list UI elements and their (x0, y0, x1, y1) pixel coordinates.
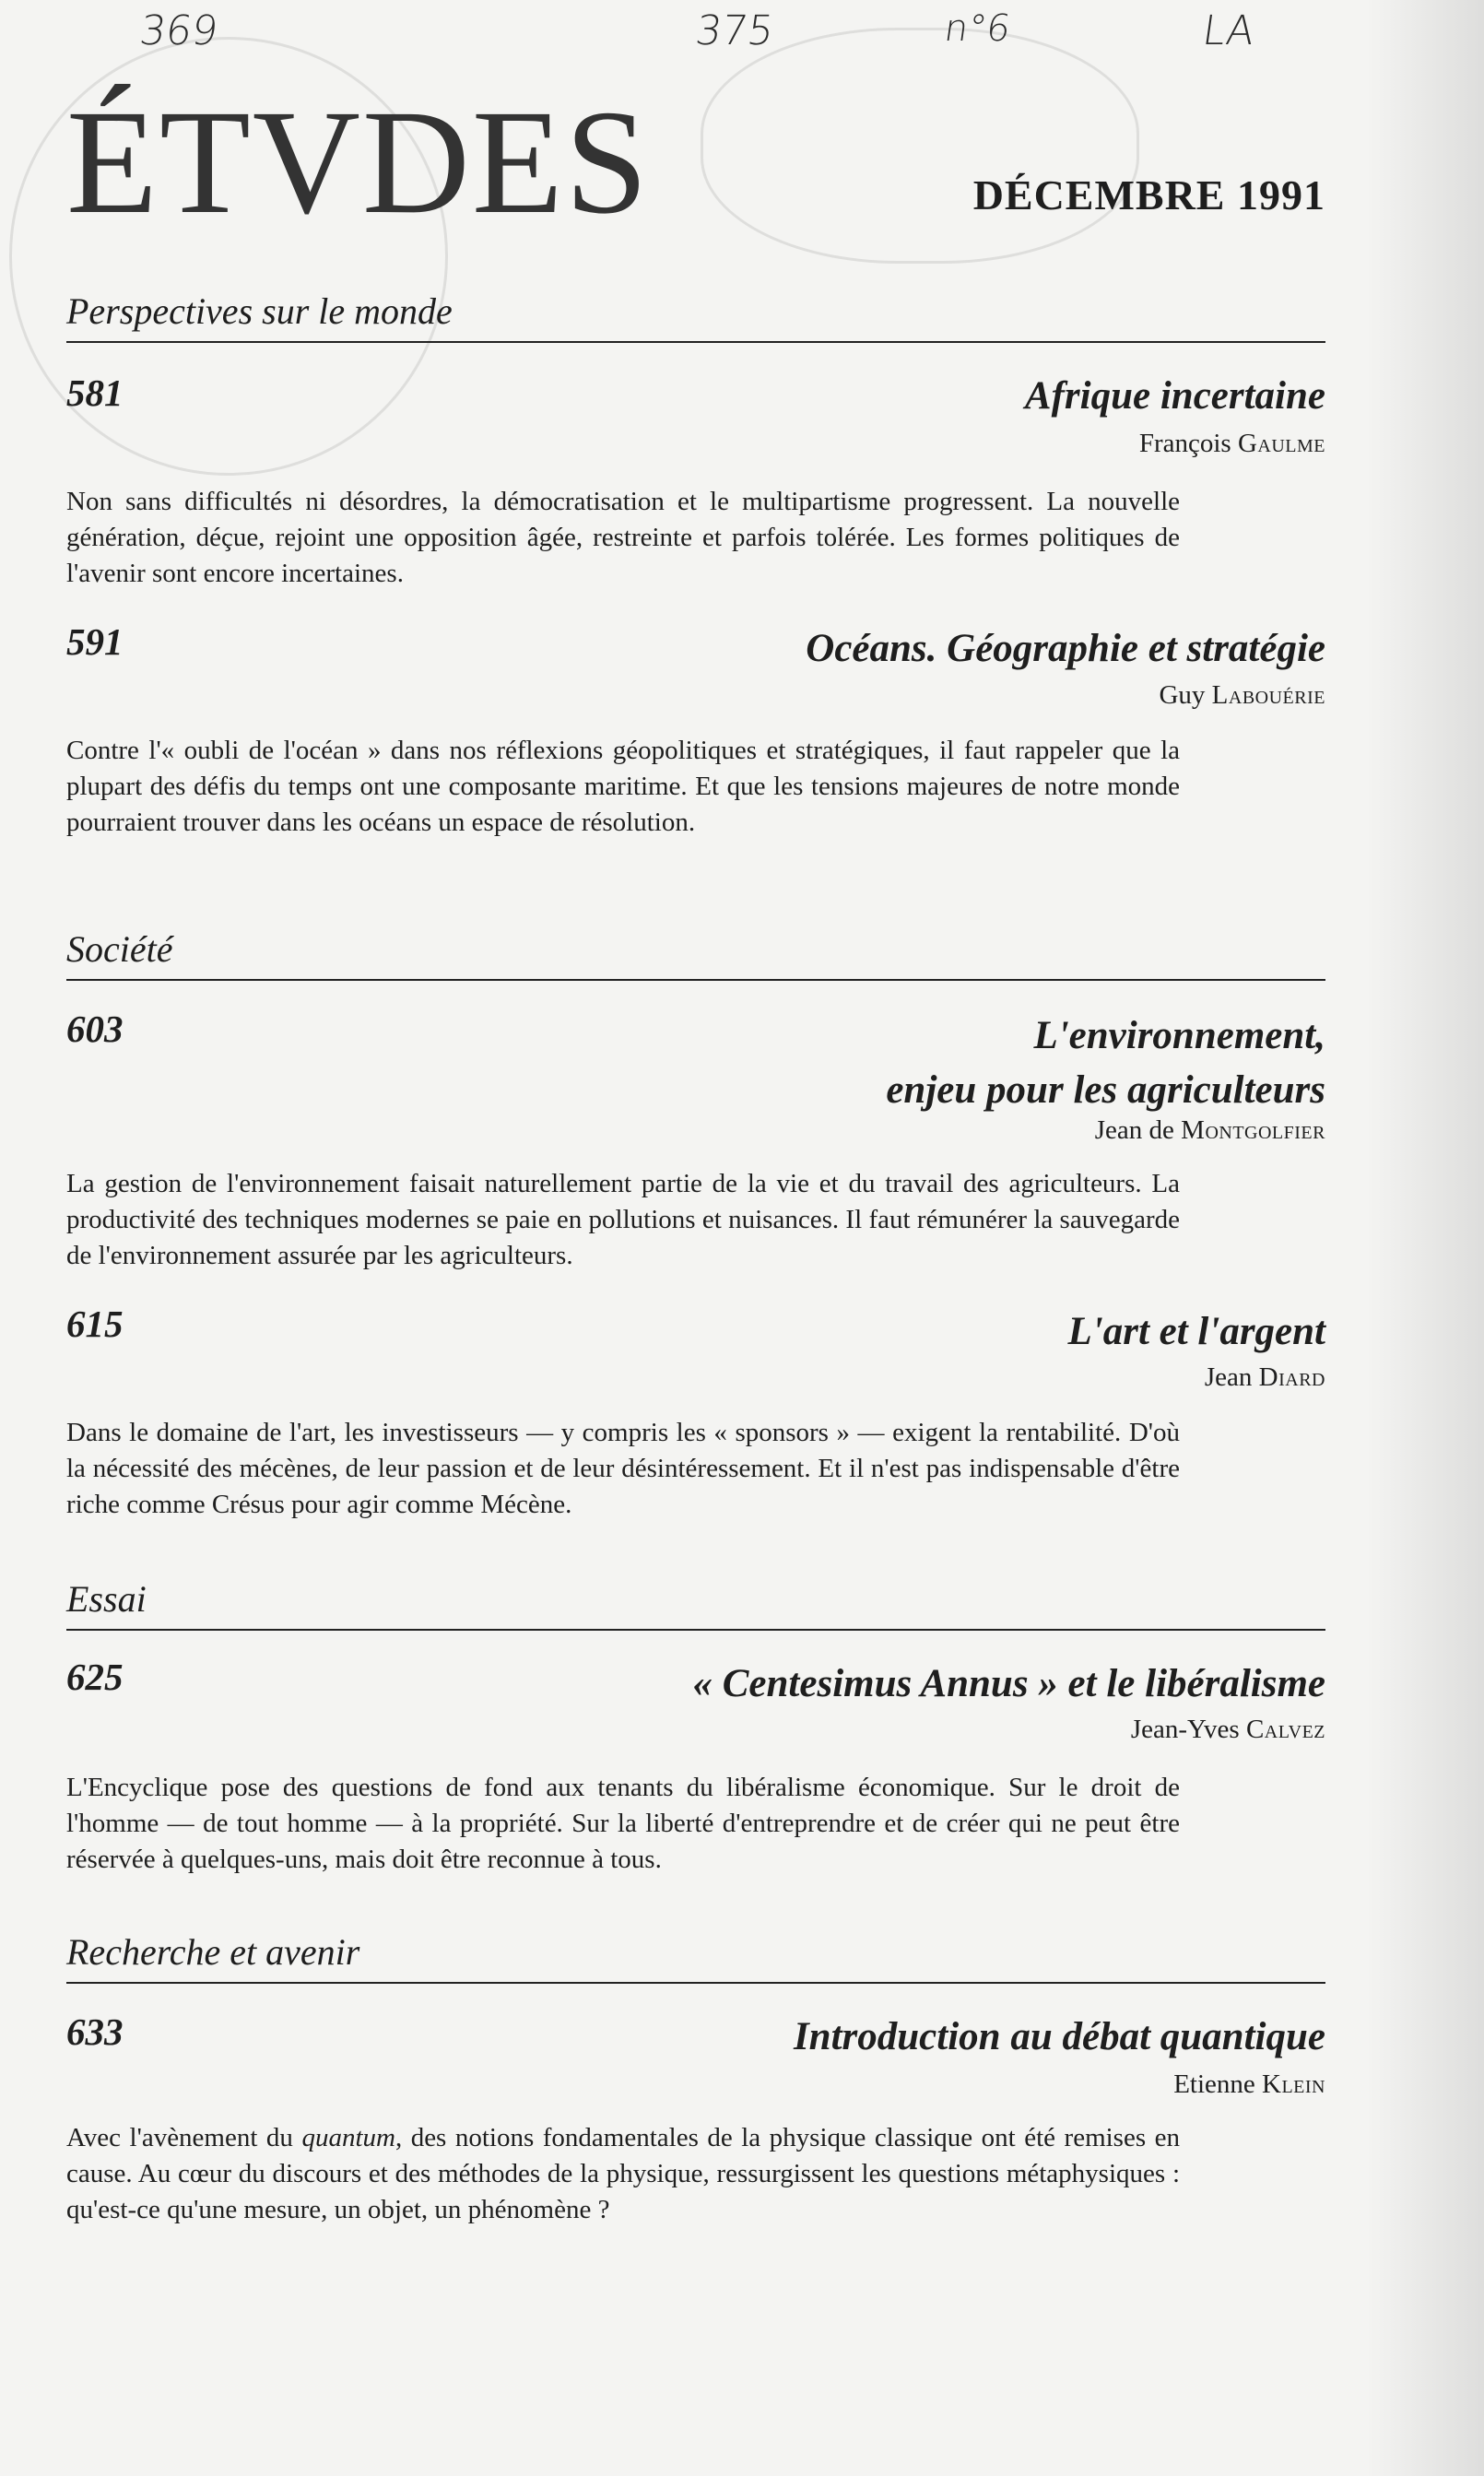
article-author (1173, 2069, 1325, 2100)
article-page-number: 625 (66, 1656, 124, 1698)
article-title: Afrique incertaine (1024, 374, 1325, 418)
handwritten-note: n°6 (941, 7, 1014, 50)
article-summary: Non sans difficultés ni désordres, la démocratisation et le multipartisme progressent. La nouvelle génération, déçue, rejoint une opposition âgée, restreinte et parfois tolérée. Les formes politiques de l'avenir sont encore incertaines. (66, 487, 1180, 588)
article-author (1205, 1362, 1325, 1393)
author-first-name: François (1138, 429, 1231, 458)
summary-text: Avec l'avènement du (66, 2123, 302, 2152)
section-heading: Société (66, 931, 1325, 981)
article-summary (66, 2120, 1180, 2228)
article-page-number: 591 (66, 620, 124, 663)
summary-emphasis: quantum (301, 2123, 395, 2152)
article-summary: La gestion de l'environnement faisait naturellement partie de la vie et du travail des agriculteurs. La productivité des techniques modernes se paie en pollutions et nuisances. Il faut rémunérer la sauvegarde de l'environnement assurée par les agriculteurs. (66, 1169, 1180, 1270)
handwritten-note: 369 (136, 7, 221, 54)
article-summary: Dans le domaine de l'art, les investisseurs — y compris les « sponsors » — exigent la rentabilité. D'où la nécessité des mécènes, de leur passion et de leur désintéressement. Et il n'est pas indispensable d'être riche comme Crésus pour agir comme Mécène. (66, 1418, 1180, 1519)
article-author (1139, 429, 1325, 459)
summary-text: , des notions fondamentales de la physique classique ont été remises en cause. Au cœur du discours et des méthodes de la physique, ressurgissent les questions métaphysiques : qu'est-ce qu'une mesure, un objet, un phénomène ? (66, 2123, 1180, 2224)
author-last-name: Calvez (1245, 1715, 1325, 1744)
journal-title: ÉTVDES (66, 80, 650, 245)
article-title: Introduction au débat quantique (793, 2015, 1325, 2058)
author-last-name: Labouérie (1211, 680, 1325, 710)
section-heading: Essai (66, 1581, 1325, 1631)
article-author (1159, 680, 1325, 711)
issue-date: DÉCEMBRE 1991 (972, 171, 1325, 218)
section-heading: Perspectives sur le monde (66, 293, 1325, 343)
faded-stamp-circle-2 (701, 28, 1139, 264)
author-last-name: Gaulme (1237, 429, 1325, 458)
article-page-number: 633 (66, 2010, 124, 2053)
article-title: L'environnement, enjeu pour les agriculteurs (886, 1014, 1325, 1112)
author-last-name: Montgolfier (1181, 1115, 1325, 1145)
article-author (1131, 1715, 1325, 1745)
article-summary: Contre l'« oubli de l'océan » dans nos réflexions géopolitiques et stratégiques, il faut rappeler que la plupart des défis du temps ont une composante maritime. Et que les tensions majeures de notre monde pourraient trouver dans les océans un espace de résolution. (66, 736, 1180, 837)
article-author (1095, 1115, 1325, 1146)
handwritten-note: LA (1199, 7, 1258, 54)
article-summary: L'Encyclique pose des questions de fond aux tenants du libéralisme économique. Sur le droit de l'homme — de tout homme — à la propriété. Sur la liberté d'entreprendre et de créer qui ne peut être réservée à quelques-uns, mais doit être reconnue à tous. (66, 1773, 1180, 1874)
author-first-name: Guy (1159, 680, 1206, 710)
section-heading: Recherche et avenir (66, 1934, 1325, 1984)
article-title: « Centesimus Annus » et le libéralisme (692, 1662, 1325, 1705)
article-page-number: 603 (66, 1008, 124, 1050)
author-first-name: Jean-Yves (1130, 1715, 1240, 1744)
author-first-name: Jean (1204, 1362, 1253, 1392)
article-title: Océans. Géographie et stratégie (806, 627, 1325, 670)
article-page-number: 615 (66, 1303, 124, 1345)
article-page-number: 581 (66, 371, 124, 414)
author-first-name: Jean de (1094, 1115, 1174, 1145)
article-title: L'art et l'argent (1067, 1310, 1325, 1353)
author-last-name: Diard (1258, 1362, 1325, 1392)
author-first-name: Etienne (1173, 2069, 1255, 2099)
handwritten-note: 375 (692, 7, 777, 54)
author-last-name: Klein (1262, 2069, 1325, 2099)
